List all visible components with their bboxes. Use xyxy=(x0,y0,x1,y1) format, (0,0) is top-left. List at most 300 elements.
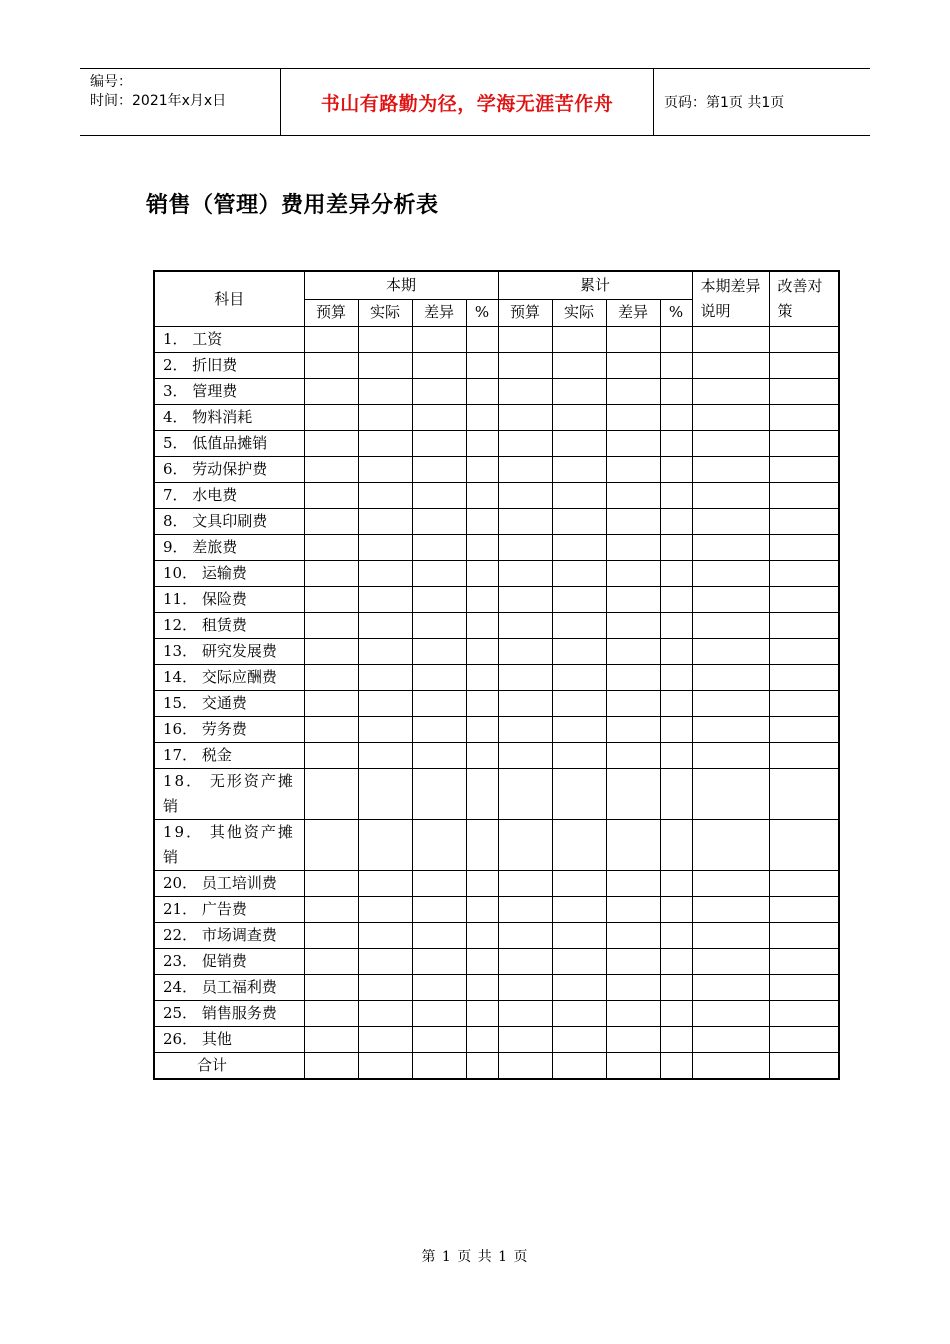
table-cell[interactable] xyxy=(466,379,498,405)
header-motto: 书山有路勤为径，学海无涯苦作舟 xyxy=(281,69,654,135)
table-cell[interactable] xyxy=(358,897,412,923)
table-cell[interactable] xyxy=(358,717,412,743)
table-cell[interactable] xyxy=(498,743,552,769)
table-cell[interactable] xyxy=(692,405,769,431)
table-cell[interactable] xyxy=(304,587,358,613)
table-cell[interactable] xyxy=(412,379,466,405)
table-cell[interactable] xyxy=(412,820,466,871)
table-row xyxy=(154,949,839,975)
table-cell[interactable] xyxy=(692,975,769,1001)
table-cell[interactable] xyxy=(304,897,358,923)
table-cell[interactable] xyxy=(552,535,606,561)
table-cell[interactable] xyxy=(466,975,498,1001)
table-cell[interactable] xyxy=(412,639,466,665)
table-cell[interactable] xyxy=(304,639,358,665)
table-cell[interactable] xyxy=(552,431,606,457)
table-cell[interactable] xyxy=(552,561,606,587)
table-cell[interactable] xyxy=(412,949,466,975)
table-cell[interactable] xyxy=(498,820,552,871)
table-cell[interactable] xyxy=(692,613,769,639)
header-meta xyxy=(80,69,281,135)
table-cell[interactable] xyxy=(304,1027,358,1053)
row-subject: 9． 差旅费 xyxy=(154,535,304,561)
header-cumulative-variance: 差异 xyxy=(606,299,660,327)
table-cell[interactable] xyxy=(552,509,606,535)
table-cell[interactable] xyxy=(606,665,660,691)
table-cell[interactable] xyxy=(358,431,412,457)
table-cell[interactable] xyxy=(358,769,412,820)
table-cell[interactable] xyxy=(498,1001,552,1027)
table-cell[interactable] xyxy=(692,1001,769,1027)
table-cell[interactable] xyxy=(498,665,552,691)
table-cell[interactable] xyxy=(498,561,552,587)
header-current-budget: 预算 xyxy=(304,299,358,327)
table-cell[interactable] xyxy=(466,327,498,353)
table-cell[interactable] xyxy=(660,561,692,587)
table-cell[interactable] xyxy=(692,353,769,379)
table-cell[interactable] xyxy=(498,431,552,457)
table-cell[interactable] xyxy=(769,871,839,897)
table-cell[interactable] xyxy=(692,820,769,871)
table-cell[interactable] xyxy=(466,949,498,975)
table-cell[interactable] xyxy=(769,587,839,613)
table-cell[interactable] xyxy=(692,509,769,535)
row-subject: 7． 水电费 xyxy=(154,483,304,509)
table-row xyxy=(154,639,839,665)
table-cell[interactable] xyxy=(552,743,606,769)
table-cell[interactable] xyxy=(358,561,412,587)
table-row xyxy=(154,871,839,897)
table-cell[interactable] xyxy=(552,769,606,820)
table-cell[interactable] xyxy=(769,457,839,483)
table-cell[interactable] xyxy=(466,1027,498,1053)
table-cell[interactable] xyxy=(606,1027,660,1053)
table-cell[interactable] xyxy=(552,1001,606,1027)
table-cell[interactable] xyxy=(358,743,412,769)
table-cell[interactable] xyxy=(412,431,466,457)
row-subject: 11． 保险费 xyxy=(154,587,304,613)
table-cell[interactable] xyxy=(304,1053,358,1080)
table-cell[interactable] xyxy=(606,923,660,949)
table-cell[interactable] xyxy=(692,949,769,975)
table-cell[interactable] xyxy=(692,691,769,717)
table-cell[interactable] xyxy=(606,820,660,871)
table-cell[interactable] xyxy=(304,613,358,639)
table-cell[interactable] xyxy=(660,717,692,743)
table-cell[interactable] xyxy=(412,405,466,431)
table-cell[interactable] xyxy=(660,587,692,613)
table-cell[interactable] xyxy=(552,949,606,975)
table-cell[interactable] xyxy=(304,431,358,457)
table-cell[interactable] xyxy=(304,535,358,561)
table-cell[interactable] xyxy=(498,949,552,975)
table-cell[interactable] xyxy=(606,431,660,457)
table-cell[interactable] xyxy=(692,327,769,353)
table-cell[interactable] xyxy=(692,639,769,665)
table-cell[interactable] xyxy=(692,769,769,820)
table-cell[interactable] xyxy=(660,665,692,691)
table-cell[interactable] xyxy=(660,405,692,431)
table-cell[interactable] xyxy=(466,871,498,897)
table-cell[interactable] xyxy=(769,405,839,431)
table-cell[interactable] xyxy=(552,587,606,613)
table-cell[interactable] xyxy=(552,871,606,897)
table-cell[interactable] xyxy=(769,691,839,717)
table-cell[interactable] xyxy=(606,457,660,483)
table-cell[interactable] xyxy=(466,743,498,769)
table-cell[interactable] xyxy=(304,353,358,379)
table-cell[interactable] xyxy=(769,353,839,379)
table-row xyxy=(154,561,839,587)
table-cell[interactable] xyxy=(606,379,660,405)
table-cell[interactable] xyxy=(552,613,606,639)
table-cell[interactable] xyxy=(606,717,660,743)
table-cell[interactable] xyxy=(466,353,498,379)
table-cell[interactable] xyxy=(606,561,660,587)
table-cell[interactable] xyxy=(466,431,498,457)
table-cell[interactable] xyxy=(769,483,839,509)
table-cell[interactable] xyxy=(606,949,660,975)
table-cell[interactable] xyxy=(606,975,660,1001)
table-cell[interactable] xyxy=(358,871,412,897)
table-cell[interactable] xyxy=(466,457,498,483)
table-cell[interactable] xyxy=(552,923,606,949)
table-cell[interactable] xyxy=(606,639,660,665)
table-cell[interactable] xyxy=(304,665,358,691)
table-cell[interactable] xyxy=(358,457,412,483)
table-cell[interactable] xyxy=(552,717,606,743)
table-cell[interactable] xyxy=(498,871,552,897)
table-cell[interactable] xyxy=(660,457,692,483)
table-cell[interactable] xyxy=(304,327,358,353)
table-cell[interactable] xyxy=(412,561,466,587)
table-cell[interactable] xyxy=(498,1053,552,1080)
table-cell[interactable] xyxy=(769,665,839,691)
table-cell[interactable] xyxy=(358,613,412,639)
table-cell[interactable] xyxy=(358,1053,412,1080)
table-cell[interactable] xyxy=(606,743,660,769)
table-cell[interactable] xyxy=(692,1027,769,1053)
table-cell[interactable] xyxy=(769,613,839,639)
table-row xyxy=(154,691,839,717)
table-row xyxy=(154,509,839,535)
table-cell[interactable] xyxy=(660,949,692,975)
table-cell[interactable] xyxy=(466,509,498,535)
table-cell[interactable] xyxy=(660,923,692,949)
table-cell[interactable] xyxy=(692,923,769,949)
row-subject: 2． 折旧费 xyxy=(154,353,304,379)
table-cell[interactable] xyxy=(498,327,552,353)
table-cell[interactable] xyxy=(358,509,412,535)
table-cell[interactable] xyxy=(466,923,498,949)
row-subject: 22． 市场调查费 xyxy=(154,923,304,949)
table-cell[interactable] xyxy=(412,769,466,820)
table-cell[interactable] xyxy=(769,535,839,561)
table-cell[interactable] xyxy=(660,431,692,457)
table-cell[interactable] xyxy=(660,820,692,871)
table-cell[interactable] xyxy=(552,897,606,923)
table-cell[interactable] xyxy=(304,871,358,897)
table-cell[interactable] xyxy=(466,405,498,431)
header-current-actual: 实际 xyxy=(358,299,412,327)
table-cell[interactable] xyxy=(606,769,660,820)
table-cell[interactable] xyxy=(358,1001,412,1027)
table-cell[interactable] xyxy=(769,1027,839,1053)
row-subject: 12． 租赁费 xyxy=(154,613,304,639)
table-cell[interactable] xyxy=(606,1001,660,1027)
table-cell[interactable] xyxy=(412,871,466,897)
table-cell[interactable] xyxy=(660,613,692,639)
table-cell[interactable] xyxy=(412,457,466,483)
table-cell[interactable] xyxy=(498,587,552,613)
table-cell[interactable] xyxy=(660,509,692,535)
table-cell[interactable] xyxy=(692,431,769,457)
table-cell[interactable] xyxy=(498,379,552,405)
table-cell[interactable] xyxy=(412,535,466,561)
table-cell[interactable] xyxy=(304,769,358,820)
table-row xyxy=(154,587,839,613)
table-cell[interactable] xyxy=(358,639,412,665)
table-cell[interactable] xyxy=(498,691,552,717)
table-row xyxy=(154,717,839,743)
table-cell[interactable] xyxy=(769,949,839,975)
table-cell[interactable] xyxy=(660,897,692,923)
table-cell[interactable] xyxy=(692,665,769,691)
table-cell[interactable] xyxy=(660,975,692,1001)
table-cell[interactable] xyxy=(769,1053,839,1080)
table-cell[interactable] xyxy=(304,561,358,587)
table-cell[interactable] xyxy=(552,379,606,405)
header-cumulative-percent: % xyxy=(660,299,692,327)
table-cell[interactable] xyxy=(466,769,498,820)
document-title: 销售（管理）费用差异分析表 xyxy=(146,193,439,218)
table-cell[interactable] xyxy=(692,587,769,613)
table-cell[interactable] xyxy=(606,353,660,379)
table-cell[interactable] xyxy=(466,717,498,743)
table-cell[interactable] xyxy=(660,743,692,769)
table-cell[interactable] xyxy=(466,535,498,561)
table-cell[interactable] xyxy=(552,1027,606,1053)
table-cell[interactable] xyxy=(358,353,412,379)
table-cell[interactable] xyxy=(358,379,412,405)
table-cell[interactable] xyxy=(498,509,552,535)
table-cell[interactable] xyxy=(769,975,839,1001)
table-cell[interactable] xyxy=(498,457,552,483)
table-cell[interactable] xyxy=(606,405,660,431)
table-cell[interactable] xyxy=(358,923,412,949)
table-cell[interactable] xyxy=(466,820,498,871)
table-cell[interactable] xyxy=(606,483,660,509)
table-cell[interactable] xyxy=(304,820,358,871)
table-cell[interactable] xyxy=(412,691,466,717)
table-cell[interactable] xyxy=(466,897,498,923)
table-cell[interactable] xyxy=(660,871,692,897)
table-cell[interactable] xyxy=(769,509,839,535)
table-cell[interactable] xyxy=(552,665,606,691)
table-cell[interactable] xyxy=(358,949,412,975)
table-cell[interactable] xyxy=(358,483,412,509)
table-cell[interactable] xyxy=(498,1027,552,1053)
table-cell[interactable] xyxy=(769,717,839,743)
table-cell[interactable] xyxy=(412,717,466,743)
table-cell[interactable] xyxy=(692,561,769,587)
table-cell[interactable] xyxy=(660,639,692,665)
table-cell[interactable] xyxy=(606,587,660,613)
table-cell[interactable] xyxy=(412,1001,466,1027)
table-cell[interactable] xyxy=(660,483,692,509)
table-cell[interactable] xyxy=(412,1027,466,1053)
header-subject: 科目 xyxy=(154,271,304,327)
table-cell[interactable] xyxy=(358,535,412,561)
table-cell[interactable] xyxy=(498,483,552,509)
table-cell[interactable] xyxy=(498,897,552,923)
table-row-total xyxy=(154,1053,839,1080)
table-cell[interactable] xyxy=(304,949,358,975)
table-cell[interactable] xyxy=(412,1053,466,1080)
table-cell[interactable] xyxy=(692,717,769,743)
table-cell[interactable] xyxy=(358,587,412,613)
table-cell[interactable] xyxy=(304,691,358,717)
table-cell[interactable] xyxy=(412,923,466,949)
table-cell[interactable] xyxy=(606,535,660,561)
table-cell[interactable] xyxy=(769,327,839,353)
table-cell[interactable] xyxy=(692,535,769,561)
table-cell[interactable] xyxy=(304,923,358,949)
table-cell[interactable] xyxy=(660,769,692,820)
table-cell[interactable] xyxy=(304,379,358,405)
table-cell[interactable] xyxy=(358,820,412,871)
table-cell[interactable] xyxy=(769,379,839,405)
table-row xyxy=(154,379,839,405)
table-cell[interactable] xyxy=(660,379,692,405)
table-cell[interactable] xyxy=(412,743,466,769)
row-subject: 25． 销售服务费 xyxy=(154,1001,304,1027)
table-cell[interactable] xyxy=(692,743,769,769)
table-cell[interactable] xyxy=(660,1053,692,1080)
table-cell[interactable] xyxy=(498,717,552,743)
table-cell[interactable] xyxy=(466,1053,498,1080)
table-cell[interactable] xyxy=(358,975,412,1001)
table-cell[interactable] xyxy=(498,769,552,820)
table-cell[interactable] xyxy=(498,613,552,639)
table-cell[interactable] xyxy=(660,691,692,717)
table-cell[interactable] xyxy=(358,691,412,717)
table-cell[interactable] xyxy=(552,405,606,431)
table-cell[interactable] xyxy=(660,535,692,561)
table-cell[interactable] xyxy=(660,353,692,379)
table-cell[interactable] xyxy=(606,691,660,717)
table-cell[interactable] xyxy=(552,457,606,483)
table-cell[interactable] xyxy=(466,1001,498,1027)
table-cell[interactable] xyxy=(498,353,552,379)
expense-variance-table xyxy=(153,270,840,1080)
table-cell[interactable] xyxy=(769,639,839,665)
table-cell[interactable] xyxy=(692,379,769,405)
table-cell[interactable] xyxy=(552,639,606,665)
table-cell[interactable] xyxy=(412,587,466,613)
table-cell[interactable] xyxy=(304,975,358,1001)
table-cell[interactable] xyxy=(769,923,839,949)
table-cell[interactable] xyxy=(769,561,839,587)
table-cell[interactable] xyxy=(466,665,498,691)
table-cell[interactable] xyxy=(358,665,412,691)
table-cell[interactable] xyxy=(552,483,606,509)
table-row xyxy=(154,431,839,457)
table-cell[interactable] xyxy=(606,613,660,639)
table-cell[interactable] xyxy=(498,535,552,561)
table-cell[interactable] xyxy=(552,327,606,353)
table-cell[interactable] xyxy=(769,743,839,769)
table-cell[interactable] xyxy=(466,639,498,665)
table-cell[interactable] xyxy=(606,327,660,353)
table-cell[interactable] xyxy=(466,483,498,509)
table-cell[interactable] xyxy=(466,561,498,587)
table-cell[interactable] xyxy=(304,405,358,431)
table-cell[interactable] xyxy=(304,717,358,743)
table-cell[interactable] xyxy=(412,975,466,1001)
table-cell[interactable] xyxy=(358,405,412,431)
table-cell[interactable] xyxy=(660,327,692,353)
table-cell[interactable] xyxy=(412,613,466,639)
table-cell[interactable] xyxy=(304,1001,358,1027)
table-cell[interactable] xyxy=(660,1001,692,1027)
table-cell[interactable] xyxy=(692,1053,769,1080)
table-cell[interactable] xyxy=(412,353,466,379)
table-cell[interactable] xyxy=(466,613,498,639)
table-cell[interactable] xyxy=(304,457,358,483)
table-cell[interactable] xyxy=(606,1053,660,1080)
table-cell[interactable] xyxy=(412,327,466,353)
header-current-period: 本期 xyxy=(304,271,498,299)
table-cell[interactable] xyxy=(412,509,466,535)
table-cell[interactable] xyxy=(304,483,358,509)
table-cell[interactable] xyxy=(358,1027,412,1053)
table-cell[interactable] xyxy=(498,923,552,949)
table-cell[interactable] xyxy=(304,743,358,769)
table-cell[interactable] xyxy=(769,897,839,923)
table-cell[interactable] xyxy=(412,897,466,923)
table-cell[interactable] xyxy=(498,975,552,1001)
table-cell[interactable] xyxy=(692,483,769,509)
table-cell[interactable] xyxy=(769,431,839,457)
header-current-percent: % xyxy=(466,299,498,327)
table-cell[interactable] xyxy=(498,405,552,431)
table-cell[interactable] xyxy=(660,1027,692,1053)
table-cell[interactable] xyxy=(692,897,769,923)
table-cell[interactable] xyxy=(304,509,358,535)
table-cell[interactable] xyxy=(552,975,606,1001)
table-cell[interactable] xyxy=(552,1053,606,1080)
table-cell[interactable] xyxy=(769,820,839,871)
table-cell[interactable] xyxy=(606,871,660,897)
table-cell[interactable] xyxy=(769,769,839,820)
table-cell[interactable] xyxy=(412,665,466,691)
table-cell[interactable] xyxy=(552,820,606,871)
table-cell[interactable] xyxy=(692,871,769,897)
table-cell[interactable] xyxy=(606,897,660,923)
table-cell[interactable] xyxy=(606,509,660,535)
table-cell[interactable] xyxy=(552,691,606,717)
table-cell[interactable] xyxy=(412,483,466,509)
table-cell[interactable] xyxy=(466,691,498,717)
row-subject: 8． 文具印刷费 xyxy=(154,509,304,535)
table-cell[interactable] xyxy=(498,639,552,665)
table-cell[interactable] xyxy=(358,327,412,353)
table-cell[interactable] xyxy=(466,587,498,613)
table-cell[interactable] xyxy=(692,457,769,483)
table-cell[interactable] xyxy=(552,353,606,379)
table-cell[interactable] xyxy=(769,1001,839,1027)
